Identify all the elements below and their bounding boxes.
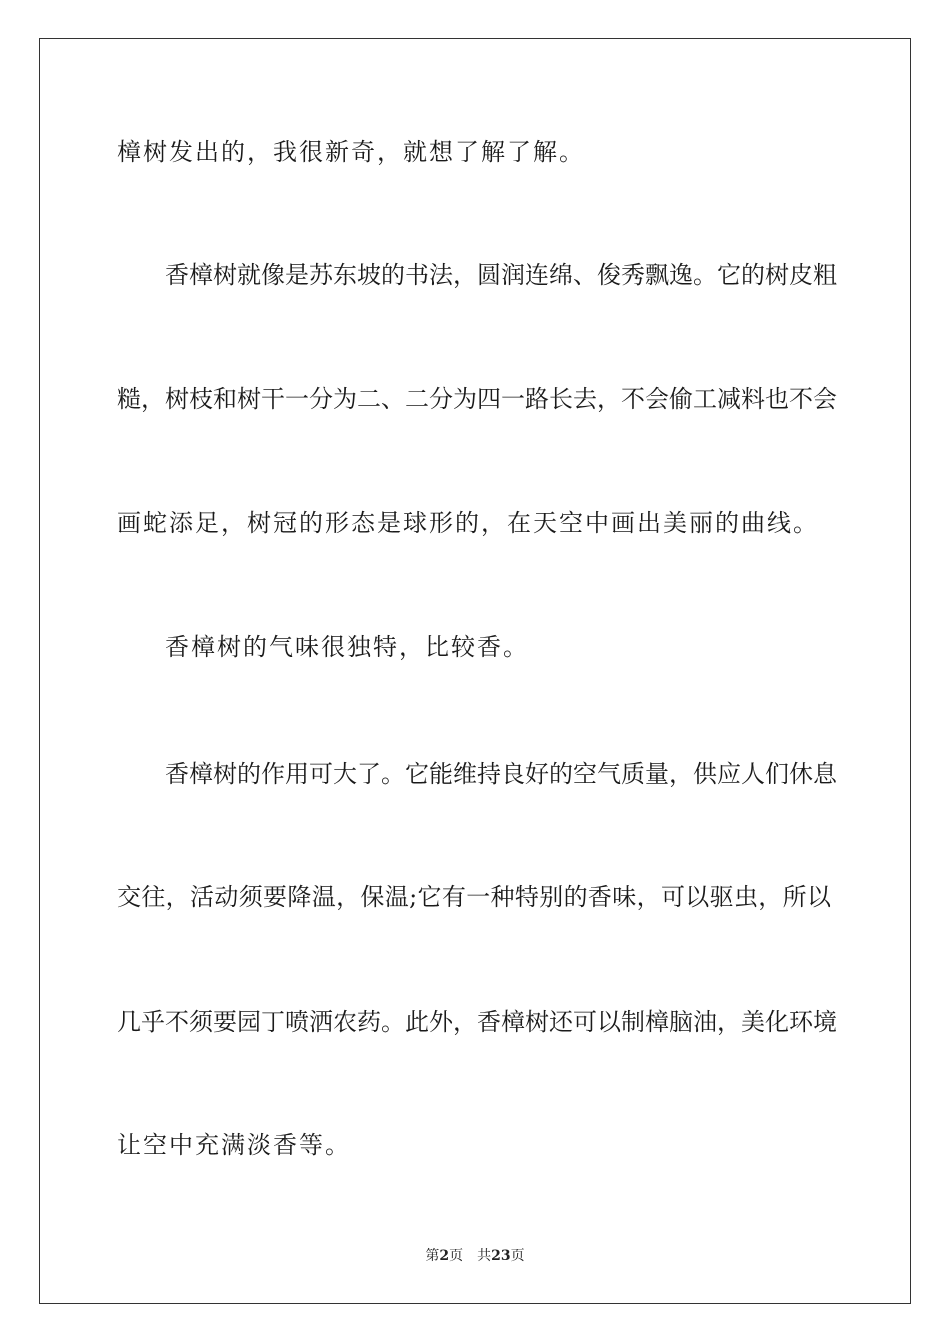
paragraph-line-2: 香樟树就像是苏东坡的书法，圆润连绵、俊秀飘逸。它的树皮粗: [165, 261, 837, 289]
total-suffix: 页: [510, 1248, 525, 1264]
paragraph-line-6: 香樟树的作用可大了。它能维持良好的空气质量，供应人们休息: [165, 760, 837, 788]
page-prefix: 第: [425, 1248, 440, 1264]
paragraph-line-7: 交往，活动须要降温，保温;它有一种特别的香味，可以驱虫，所以: [117, 883, 831, 911]
page-suffix: 页: [449, 1248, 464, 1264]
paragraph-line-5: 香樟树的气味很独特，比较香。: [165, 633, 529, 661]
paragraph-line-1: 樟树发出的，我很新奇，就想了解了解。: [117, 138, 585, 166]
paragraph-line-3: 糙，树枝和树干一分为二、二分为四一路长去，不会偷工减料也不会: [117, 385, 837, 413]
paragraph-line-9: 让空中充满淡香等。: [117, 1131, 351, 1159]
paragraph-line-4: 画蛇添足，树冠的形态是球形的，在天空中画出美丽的曲线。: [117, 509, 819, 537]
page-border: [39, 38, 911, 1304]
paragraph-line-8: 几乎不须要园丁喷洒农药。此外，香樟树还可以制樟脑油，美化环境: [117, 1008, 837, 1036]
total-prefix: 共: [477, 1248, 492, 1264]
page-number: 2: [439, 1248, 450, 1264]
total-pages: 23: [491, 1248, 511, 1264]
page-footer: [0, 1247, 950, 1265]
